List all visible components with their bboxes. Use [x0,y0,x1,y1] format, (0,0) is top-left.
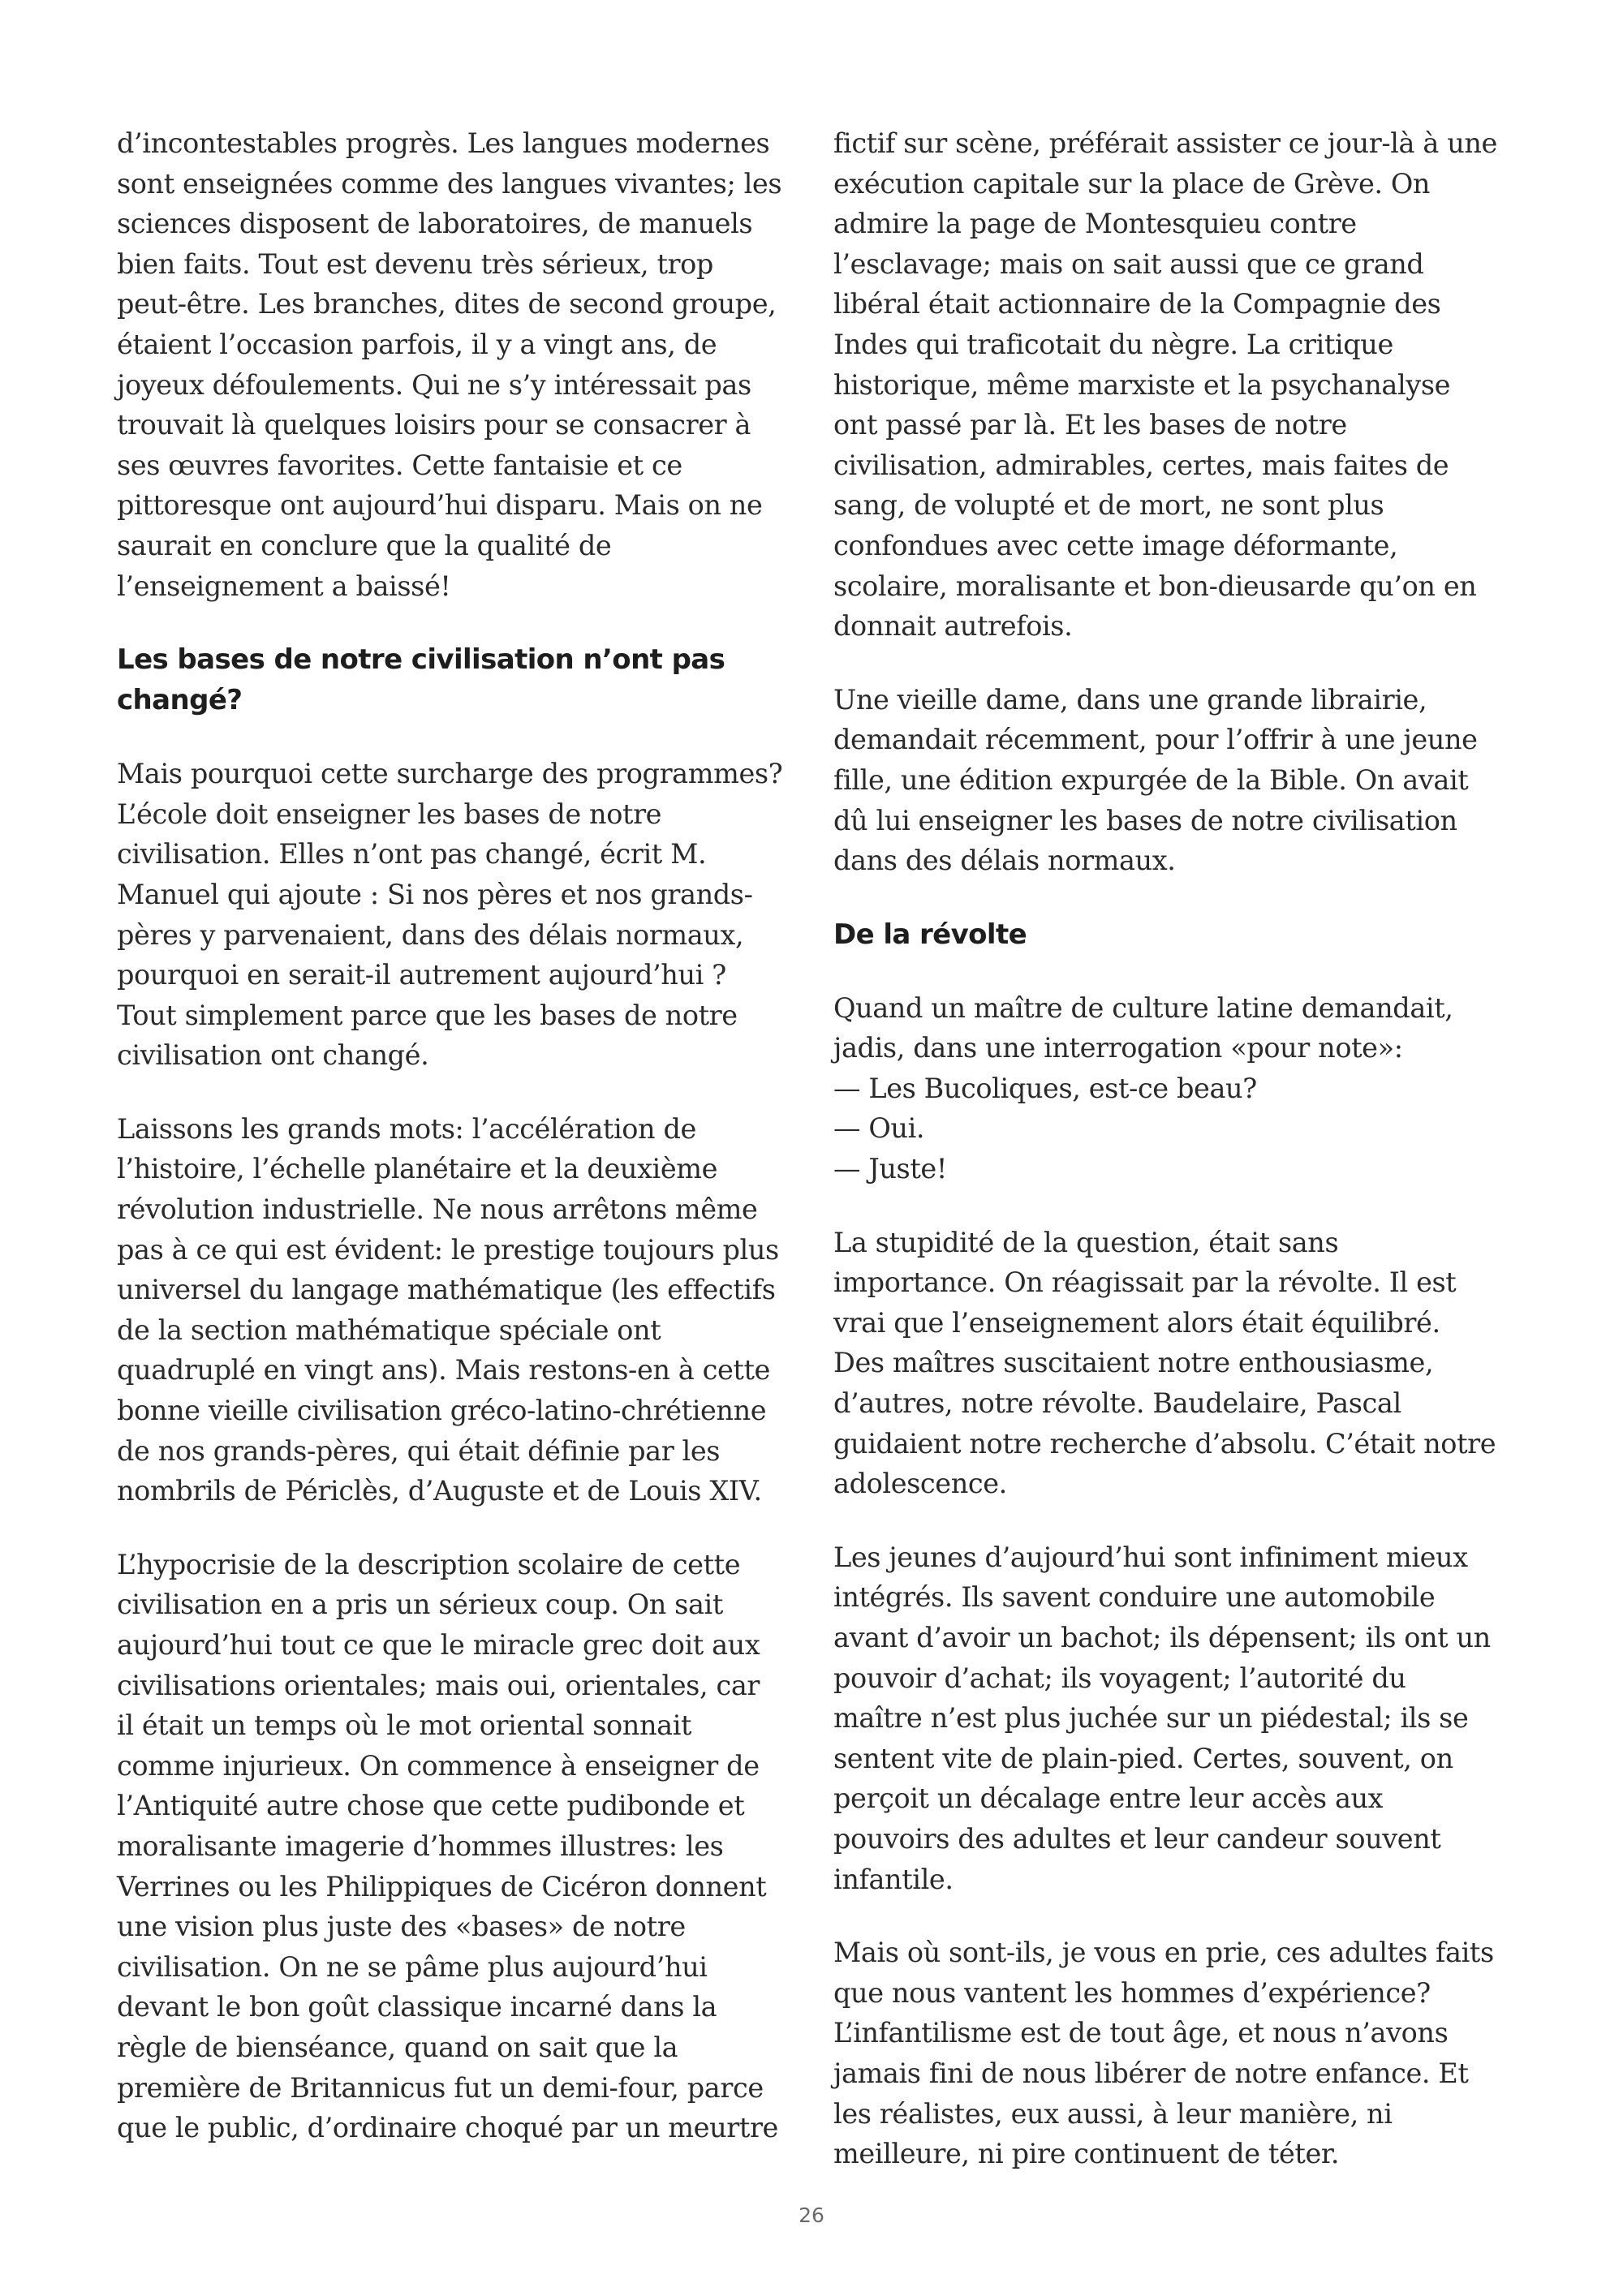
text-line: de nos grands-pères, qui était définie par les [117,1434,721,1467]
text-line: Tout simplement parce que les bases de notre [117,999,738,1031]
text-line: joyeux défoulements. Qui ne s’y intéressait pas [117,368,751,401]
text-line: bonne vieille civilisation gréco-latino-chrétienne [117,1395,767,1427]
text-line: confondues avec cette image déformante, [833,529,1398,561]
text-line: vrai que l’enseignement alors était équilibré. [833,1306,1440,1339]
paragraph [117,1545,815,2148]
text-line: de la section mathématique spéciale ont [117,1314,661,1346]
text-line: civilisation. Elles n’ont pas changé, écrit M. [117,838,707,871]
text-line: Indes qui traficotait du nègre. La critique [833,328,1393,360]
section-heading [117,639,815,720]
text-line: l’Antiquité autre chose que cette pudibonde et [117,1790,745,1822]
text-line: Des maîtres suscitaient notre enthousiasme, [833,1347,1434,1379]
text-line: civilisations orientales; mais oui, orientales, car [117,1669,760,1701]
text-line: saurait en conclure que la qualité de [117,529,612,561]
text-line: il était un temps où le mot oriental sonnait [117,1709,692,1742]
text-line: guidaient notre recherche d’absolu. C’était notre [833,1427,1496,1460]
text-line: avant d’avoir un bachot; ils dépensent; ils ont un [833,1622,1491,1653]
text-line: étaient l’occasion parfois, il y a vingt ans, de [117,328,717,360]
text-line: civilisation. On ne se pâme plus aujourd’hui [117,1950,708,1983]
text-line: Mais pourquoi cette surcharge des programmes? [117,758,783,790]
paragraph [833,680,1539,881]
text-line: importance. On réagissait par la révolte. Il est [833,1266,1457,1299]
text-line: changé? [117,684,243,717]
paragraph [117,1109,815,1511]
text-line: L’infantilisme est de tout âge, et nous n’avons [833,2017,1449,2049]
text-line: ses œuvres favorites. Cette fantaisie et ce [117,449,682,481]
text-line: jamais fini de nous libérer de notre enfance. Et [833,2057,1469,2089]
text-line: donnait autrefois. [833,610,1073,643]
text-line: Quand un maître de culture latine demandait, [833,991,1453,1024]
text-line: sciences disposent de laboratoires, de manuels [117,208,753,240]
text-line: que nous vantent les hommes d’expérience? [833,1976,1431,2009]
text-line: infantile. [833,1863,954,1895]
text-line: Manuel qui ajoute : Si nos pères et nos grands- [117,878,753,910]
text-line: universel du langage mathématique (les effectifs [117,1274,776,1306]
text-line: l’esclavage; mais on sait aussi que ce grand [833,247,1424,280]
text-line: pourquoi en serait-il autrement aujourd’hui ? [117,959,726,991]
text-line: nombrils de Périclès, d’Auguste et de Louis XIV. [117,1475,762,1507]
text-line: Mais où sont-ils, je vous en prie, ces adultes faits [833,1937,1494,1969]
text-line: Une vieille dame, dans une grande librairie, [833,683,1427,716]
text-line: Laissons les grands mots: l’accélération de [117,1112,696,1145]
text-line: De la révolte [833,918,1027,951]
text-line: demandait récemment, pour l’offrir à une jeune [833,724,1478,756]
text-line: l’enseignement a baissé! [117,570,451,602]
text-line: dans des délais normaux. [833,845,1176,877]
text-line: — Les Bucoliques, est-ce beau? [833,1072,1257,1104]
text-line: règle de bienséance, quand on sait que la [117,2031,678,2063]
paragraph [833,988,1539,1189]
text-line: admire la page de Montesquieu contre [833,208,1357,240]
text-line: exécution capitale sur la place de Grève. On [833,167,1431,200]
text-line: intégrés. Ils savent conduire une automobile [833,1581,1436,1614]
text-line: pouvoirs des adultes et leur candeur souvent [833,1822,1441,1855]
text-line: bien faits. Tout est devenu très sérieux, trop [117,247,713,280]
text-line: comme injurieux. On commence à enseigner de [117,1749,760,1782]
text-line: devant le bon goût classique incarné dans la [117,1991,717,2023]
text-line: fictif sur scène, préférait assister ce jour-là à une [833,127,1497,159]
text-line: libéral était actionnaire de la Compagnie des [833,288,1441,320]
text-line: pittoresque ont aujourd’hui disparu. Mais on ne [117,489,763,522]
text-line: ont passé par là. Et les bases de notre [833,409,1347,441]
text-line: trouvait là quelques loisirs pour se consacrer à [117,409,751,441]
text-line: moralisante imagerie d’hommes illustres: les [117,1829,724,1862]
text-line: jadis, dans une interrogation «pour note»: [833,1032,1403,1064]
text-line: sang, de volupté et de mort, ne sont plus [833,489,1384,522]
text-line: perçoit un décalage entre leur accès aux [833,1782,1384,1815]
text-line: L’école doit enseigner les bases de notre [117,798,662,830]
paragraph [833,1223,1539,1504]
text-line: l’histoire, l’échelle planétaire et la deuxième [117,1153,718,1185]
left-column [117,123,815,2182]
text-line: L’hypocrisie de la description scolaire de cette [117,1548,741,1580]
text-line: civilisation, admirables, certes, mais faites de [833,449,1449,481]
paragraph [833,1537,1539,1899]
text-line: sont enseignées comme des langues vivantes; les [117,167,782,200]
text-line: civilisation en a pris un sérieux coup. On sait [117,1589,723,1621]
text-line: historique, même marxiste et la psychanalyse [833,368,1451,401]
text-line: une vision plus juste des «bases» de notre [117,1911,686,1943]
paragraph [117,754,815,1076]
text-line: scolaire, moralisante et bon-dieusarde qu’on en [833,570,1477,602]
text-line: fille, une édition expurgée de la Bible. On avait [833,763,1469,796]
text-line: les réalistes, eux aussi, à leur manière, ni [833,2097,1393,2130]
text-line: — Juste! [833,1153,947,1185]
text-line: aujourd’hui tout ce que le miracle grec doit aux [117,1629,760,1661]
text-line: pas à ce qui est évident: le prestige toujours plus [117,1233,779,1266]
text-line: pères y parvenaient, dans des délais normaux, [117,918,744,951]
text-line: quadruplé en vingt ans). Mais restons-en à cette [117,1354,770,1387]
paragraph [833,123,1539,647]
text-line: d’incontestables progrès. Les langues modernes [117,127,770,159]
text-line: sentent vite de plain-pied. Certes, souvent, on [833,1742,1453,1774]
text-line: révolution industrielle. Ne nous arrêtons même [117,1193,758,1226]
text-line: Les jeunes d’aujourd’hui sont infiniment mieux [833,1541,1468,1573]
paragraph [833,1933,1539,2174]
text-line: Les bases de notre civilisation n’ont pas [117,643,725,677]
right-column [833,123,1539,2208]
text-line: meilleure, ni pire continuent de téter. [833,2138,1340,2170]
text-line: dû lui enseigner les bases de notre civilisation [833,804,1457,836]
text-line: La stupidité de la question, était sans [833,1226,1339,1258]
text-line: première de Britannicus fut un demi-four, parce [117,2071,764,2104]
section-heading [833,914,1539,955]
text-line: pouvoir d’achat; ils voyagent; l’autorité du [833,1662,1406,1694]
text-line: d’autres, notre révolte. Baudelaire, Pascal [833,1387,1401,1420]
paragraph [117,123,815,606]
page-number: 26 [799,2204,824,2227]
text-line: peut-être. Les branches, dites de second groupe, [117,288,777,320]
text-line: que le public, d’ordinaire choqué par un meurtre [117,2112,778,2144]
text-line: maître n’est plus juchée sur un piédestal; ils se [833,1702,1469,1735]
text-line: adolescence. [833,1468,1007,1500]
text-line: Verrines ou les Philippiques de Cicéron donnent [117,1870,767,1903]
text-line: — Oui. [833,1112,925,1145]
text-line: civilisation ont changé. [117,1039,429,1072]
